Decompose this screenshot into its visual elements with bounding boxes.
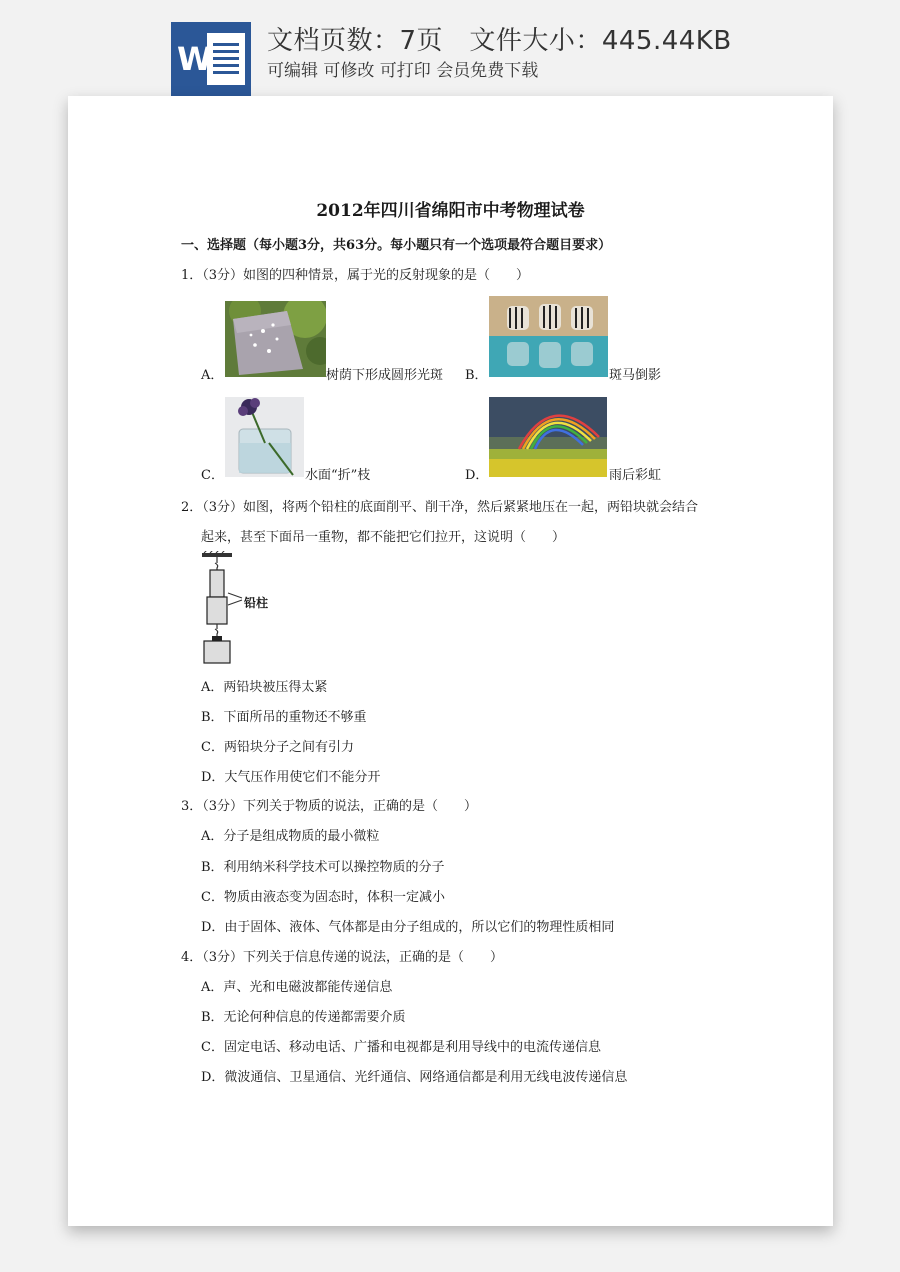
section-heading: 一、选择题（每小题3分，共63分。每小题只有一个选项最符合题目要求） [181, 238, 612, 253]
q2-option-a: A．两铅块被压得太紧 [201, 680, 328, 695]
q4-option-a: A．声、光和电磁波都能传递信息 [201, 980, 393, 995]
q1-option-c-letter: C． [201, 468, 224, 483]
q1-option-d-letter: D． [465, 468, 489, 483]
question-4-stem: 4．（3分）下列关于信息传递的说法，正确的是（ ） [181, 950, 504, 965]
q1-option-b-letter: B． [465, 368, 488, 383]
exam-title: 2012年四川省绵阳市中考物理试卷 [316, 201, 585, 221]
word-document-icon [171, 22, 251, 96]
q4-option-b: B．无论何种信息的传递都需要介质 [201, 1010, 406, 1025]
q2-option-c: C．两铅块分子之间有引力 [201, 740, 354, 755]
q1-option-b-image [489, 296, 608, 377]
q1-option-c-text: 水面“折”枝 [305, 468, 371, 483]
document-features: 可编辑 可修改 可打印 会员免费下载 [267, 61, 539, 81]
q1-option-b-text: 斑马倒影 [609, 368, 662, 383]
q1-option-d-image [489, 397, 607, 477]
q1-option-a-image [225, 301, 326, 377]
lead-cylinders-label: 铅柱 [244, 596, 269, 610]
q1-option-c-image [225, 397, 304, 477]
q3-option-c: C．物质由液态变为固态时，体积一定减小 [201, 890, 445, 905]
download-banner [0, 0, 900, 96]
document-info: 文档页数：7页 文件大小：445.44KB [267, 26, 732, 56]
q4-option-c: C．固定电话、移动电话、广播和电视都是利用导线中的电流传递信息 [201, 1040, 601, 1055]
q3-option-d: D．由于固体、液体、气体都是由分子组成的，所以它们的物理性质相同 [201, 920, 615, 935]
question-3-stem: 3．（3分）下列关于物质的说法，正确的是（ ） [181, 799, 478, 814]
q2-option-d: D．大气压作用使它们不能分开 [201, 770, 381, 785]
q3-option-a: A．分子是组成物质的最小微粒 [201, 829, 380, 844]
q1-option-a-letter: A． [201, 368, 224, 383]
word-logo-letter: W [177, 40, 213, 78]
document-page [68, 96, 833, 1226]
q1-option-a-text: 树荫下形成圆形光斑 [326, 368, 444, 383]
question-1-stem: 1．（3分）如图的四种情景，属于光的反射现象的是（ ） [181, 268, 530, 283]
q1-option-d-text: 雨后彩虹 [609, 468, 662, 483]
question-2-stem-line-2: 起来，甚至下面吊一重物，都不能把它们拉开，这说明（ ） [201, 530, 566, 545]
q2-option-b: B．下面所吊的重物还不够重 [201, 710, 367, 725]
q4-option-d: D．微波通信、卫星通信、光纤通信、网络通信都是利用无线电波传递信息 [201, 1070, 628, 1085]
question-2-stem-line-1: 2．（3分）如图，将两个铅柱的底面削平、削干净，然后紧紧地压在一起，两铅块就会结合 [181, 500, 699, 515]
q3-option-b: B．利用纳米科学技术可以操控物质的分子 [201, 860, 445, 875]
